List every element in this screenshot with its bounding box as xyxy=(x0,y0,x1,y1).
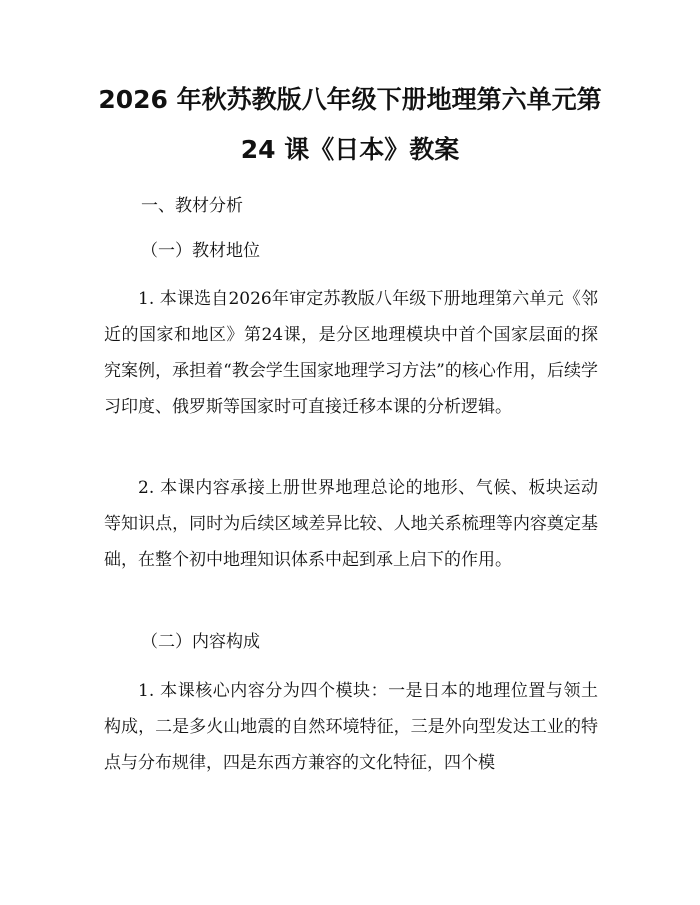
paragraph-3: 1. 本课核心内容分为四个模块：一是日本的地理位置与领土构成，二是多火山地震的自然环境特征，三是外向型发达工业的特点与分布规律，四是东西方兼容的文化特征，四个模 xyxy=(104,681,598,773)
document-title-line-1: 2026 年秋苏教版八年级下册地理第六单元第 xyxy=(98,85,602,114)
subsection-heading-textbook-position: （一）教材地位 xyxy=(141,241,260,261)
section-heading-textbook-analysis: 一、教材分析 xyxy=(141,196,243,216)
subsection-heading-content-structure: （二）内容构成 xyxy=(141,632,260,652)
paragraph-2: 2. 本课内容承接上册世界地理总论的地形、气候、板块运动等知识点，同时为后续区域差异比较、人地关系梳理等内容奠定基础，在整个初中地理知识体系中起到承上启下的作用。 xyxy=(104,478,598,570)
document-title-line-2: 24 课《日本》教案 xyxy=(240,135,460,164)
paragraph-1: 1. 本课选自2026年审定苏教版八年级下册地理第六单元《邻近的国家和地区》第24课，是分区地理模块中首个国家层面的探究案例，承担着“教会学生国家地理学习方法”的核心作用，后续学习印度、俄罗斯等国家时可直接迁移本课的分析逻辑。 xyxy=(104,289,598,417)
